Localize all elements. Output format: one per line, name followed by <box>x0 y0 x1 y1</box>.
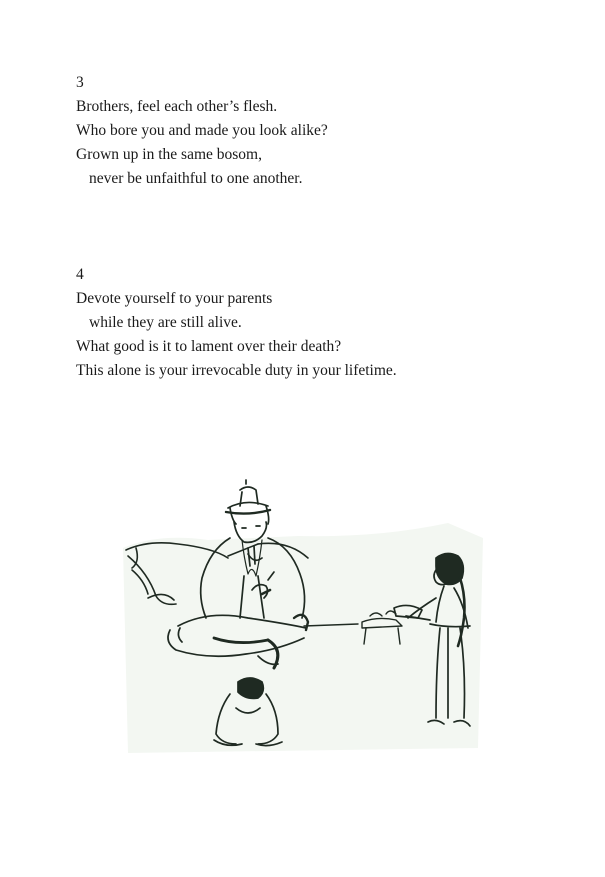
poem-line: What good is it to lament over their death? <box>76 338 342 355</box>
stanza-3 <box>76 71 576 191</box>
ink-illustration <box>118 478 488 760</box>
poem-line: This alone is your irrevocable duty in your lifetime. <box>76 362 397 379</box>
stanza-number: 4 <box>76 266 84 283</box>
poem-line-indented: never be unfaithful to one another. <box>89 170 303 187</box>
poem-line: Grown up in the same bosom, <box>76 146 262 163</box>
stanza-4 <box>76 263 576 383</box>
stanza-number: 3 <box>76 74 84 91</box>
poem-line: Devote yourself to your parents <box>76 290 273 307</box>
poem-line: Brothers, feel each other’s flesh. <box>76 98 278 115</box>
poem-line: Who bore you and made you look alike? <box>76 122 328 139</box>
poem-line-indented: while they are still alive. <box>89 314 242 331</box>
